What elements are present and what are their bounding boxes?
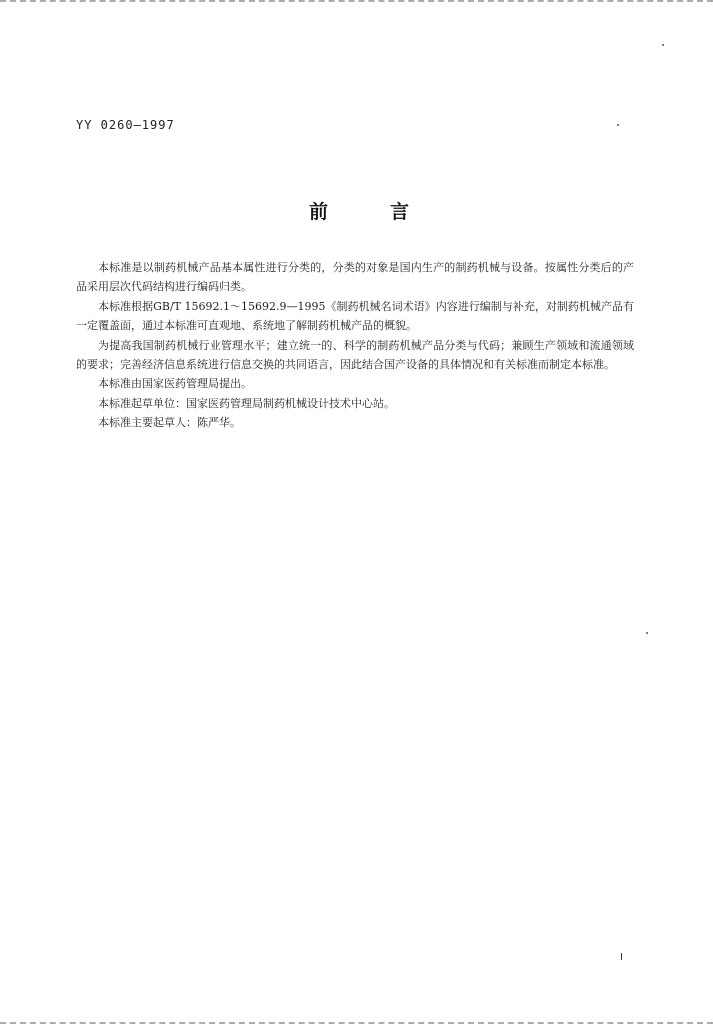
paragraph-proposer: 本标准由国家医药管理局提出。 (98, 377, 252, 391)
standard-number: YY 0260—1997 (76, 118, 175, 132)
page-title (309, 197, 409, 224)
scan-edge-top (0, 0, 713, 5)
scan-edge-bottom (0, 1019, 713, 1024)
page-number: I (620, 952, 623, 963)
paragraph-drafter: 本标准主要起草人：陈严华。 (98, 416, 241, 430)
paragraph-classification: 本标准是以制药机械产品基本属性进行分类的，分类的对象是国内生产的制药机械与设备。按属性分类后的产品采用层次代码结构进行编码归类。 (76, 261, 634, 294)
scan-speck (646, 632, 648, 634)
title-char-2: 言 (389, 201, 409, 223)
scan-speck (662, 44, 664, 46)
foreword-body (76, 258, 634, 433)
paragraph-basis: 本标准根据GB/T 15692.1～15692.9—1995《制药机械名词术语》内容进行编制与补充，对制药机械产品有一定覆盖面，通过本标准可直观地、系统地了解制药机械产品的概貌。 (76, 299, 634, 333)
paragraph-drafting-unit: 本标准起草单位：国家医药管理局制药机械设计技术中心站。 (98, 396, 395, 410)
title-char-1: 前 (309, 201, 329, 223)
paragraph-purpose: 为提高我国制药机械行业管理水平；建立统一的、科学的制药机械产品分类与代码；兼顾生产领域和流通领域的要求；完善经济信息系统进行信息交换的共同语言，因此结合国产设备的具体情况和有关标准而制定本标准。 (76, 338, 634, 372)
scan-speck (617, 124, 619, 126)
